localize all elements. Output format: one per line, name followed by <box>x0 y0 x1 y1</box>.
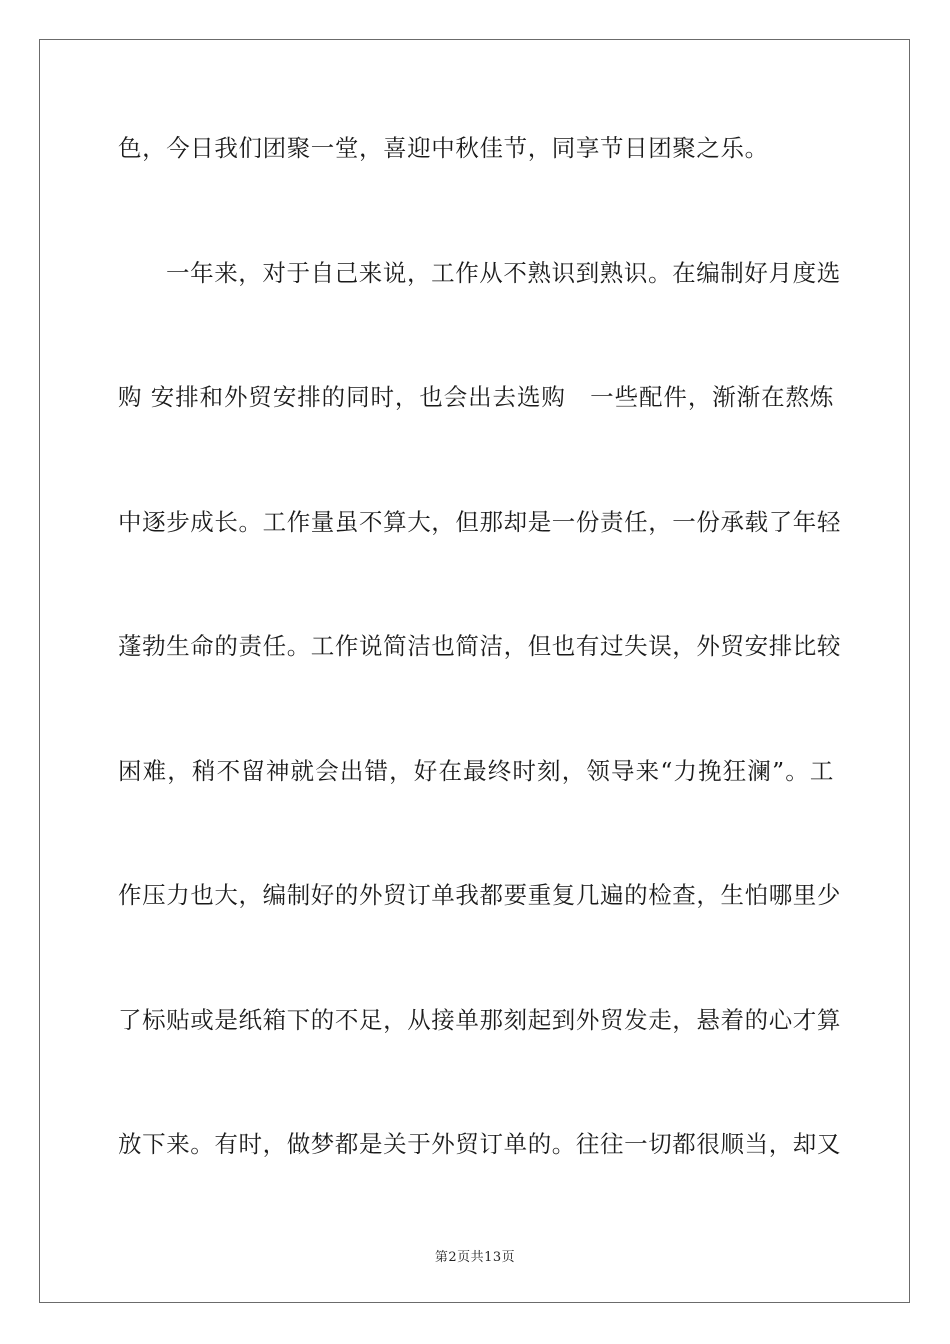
page-total: 共13页 <box>470 1250 516 1265</box>
text-line: 购 安排和外贸安排的同时，也会出去选购 一些配件，渐渐在熬炼 <box>118 383 834 411</box>
text-line: 一年来，对于自己来说，工作从不熟识到熟识。在编制好月度选 <box>166 258 841 287</box>
text-line: 作压力也大，编制好的外贸订单我都要重复几遍的检查，生怕哪里少 <box>118 881 841 909</box>
text-line: 了标贴或是纸箱下的不足，从接单那刻起到外贸发走，悬着的心才算 <box>118 1005 841 1034</box>
text-line: 中逐步成长。工作量虽不算大，但那却是一份责任，一份承载了年轻 <box>118 507 841 536</box>
text-line: 放下来。有时，做梦都是关于外贸订单的。往往一切都很顺当，却又 <box>118 1130 841 1158</box>
page-number: 第2页 <box>434 1250 471 1265</box>
page-footer <box>0 1246 950 1265</box>
document-body <box>118 132 841 1253</box>
text-line: 困难，稍不留神就会出错，好在最终时刻，领导来“力挽狂澜”。工 <box>118 756 834 785</box>
text-line: 色，今日我们团聚一堂，喜迎中秋佳节，同享节日团聚之乐。 <box>118 134 769 162</box>
text-line: 蓬勃生命的责任。工作说简洁也简洁，但也有过失误，外贸安排比较 <box>118 632 841 660</box>
